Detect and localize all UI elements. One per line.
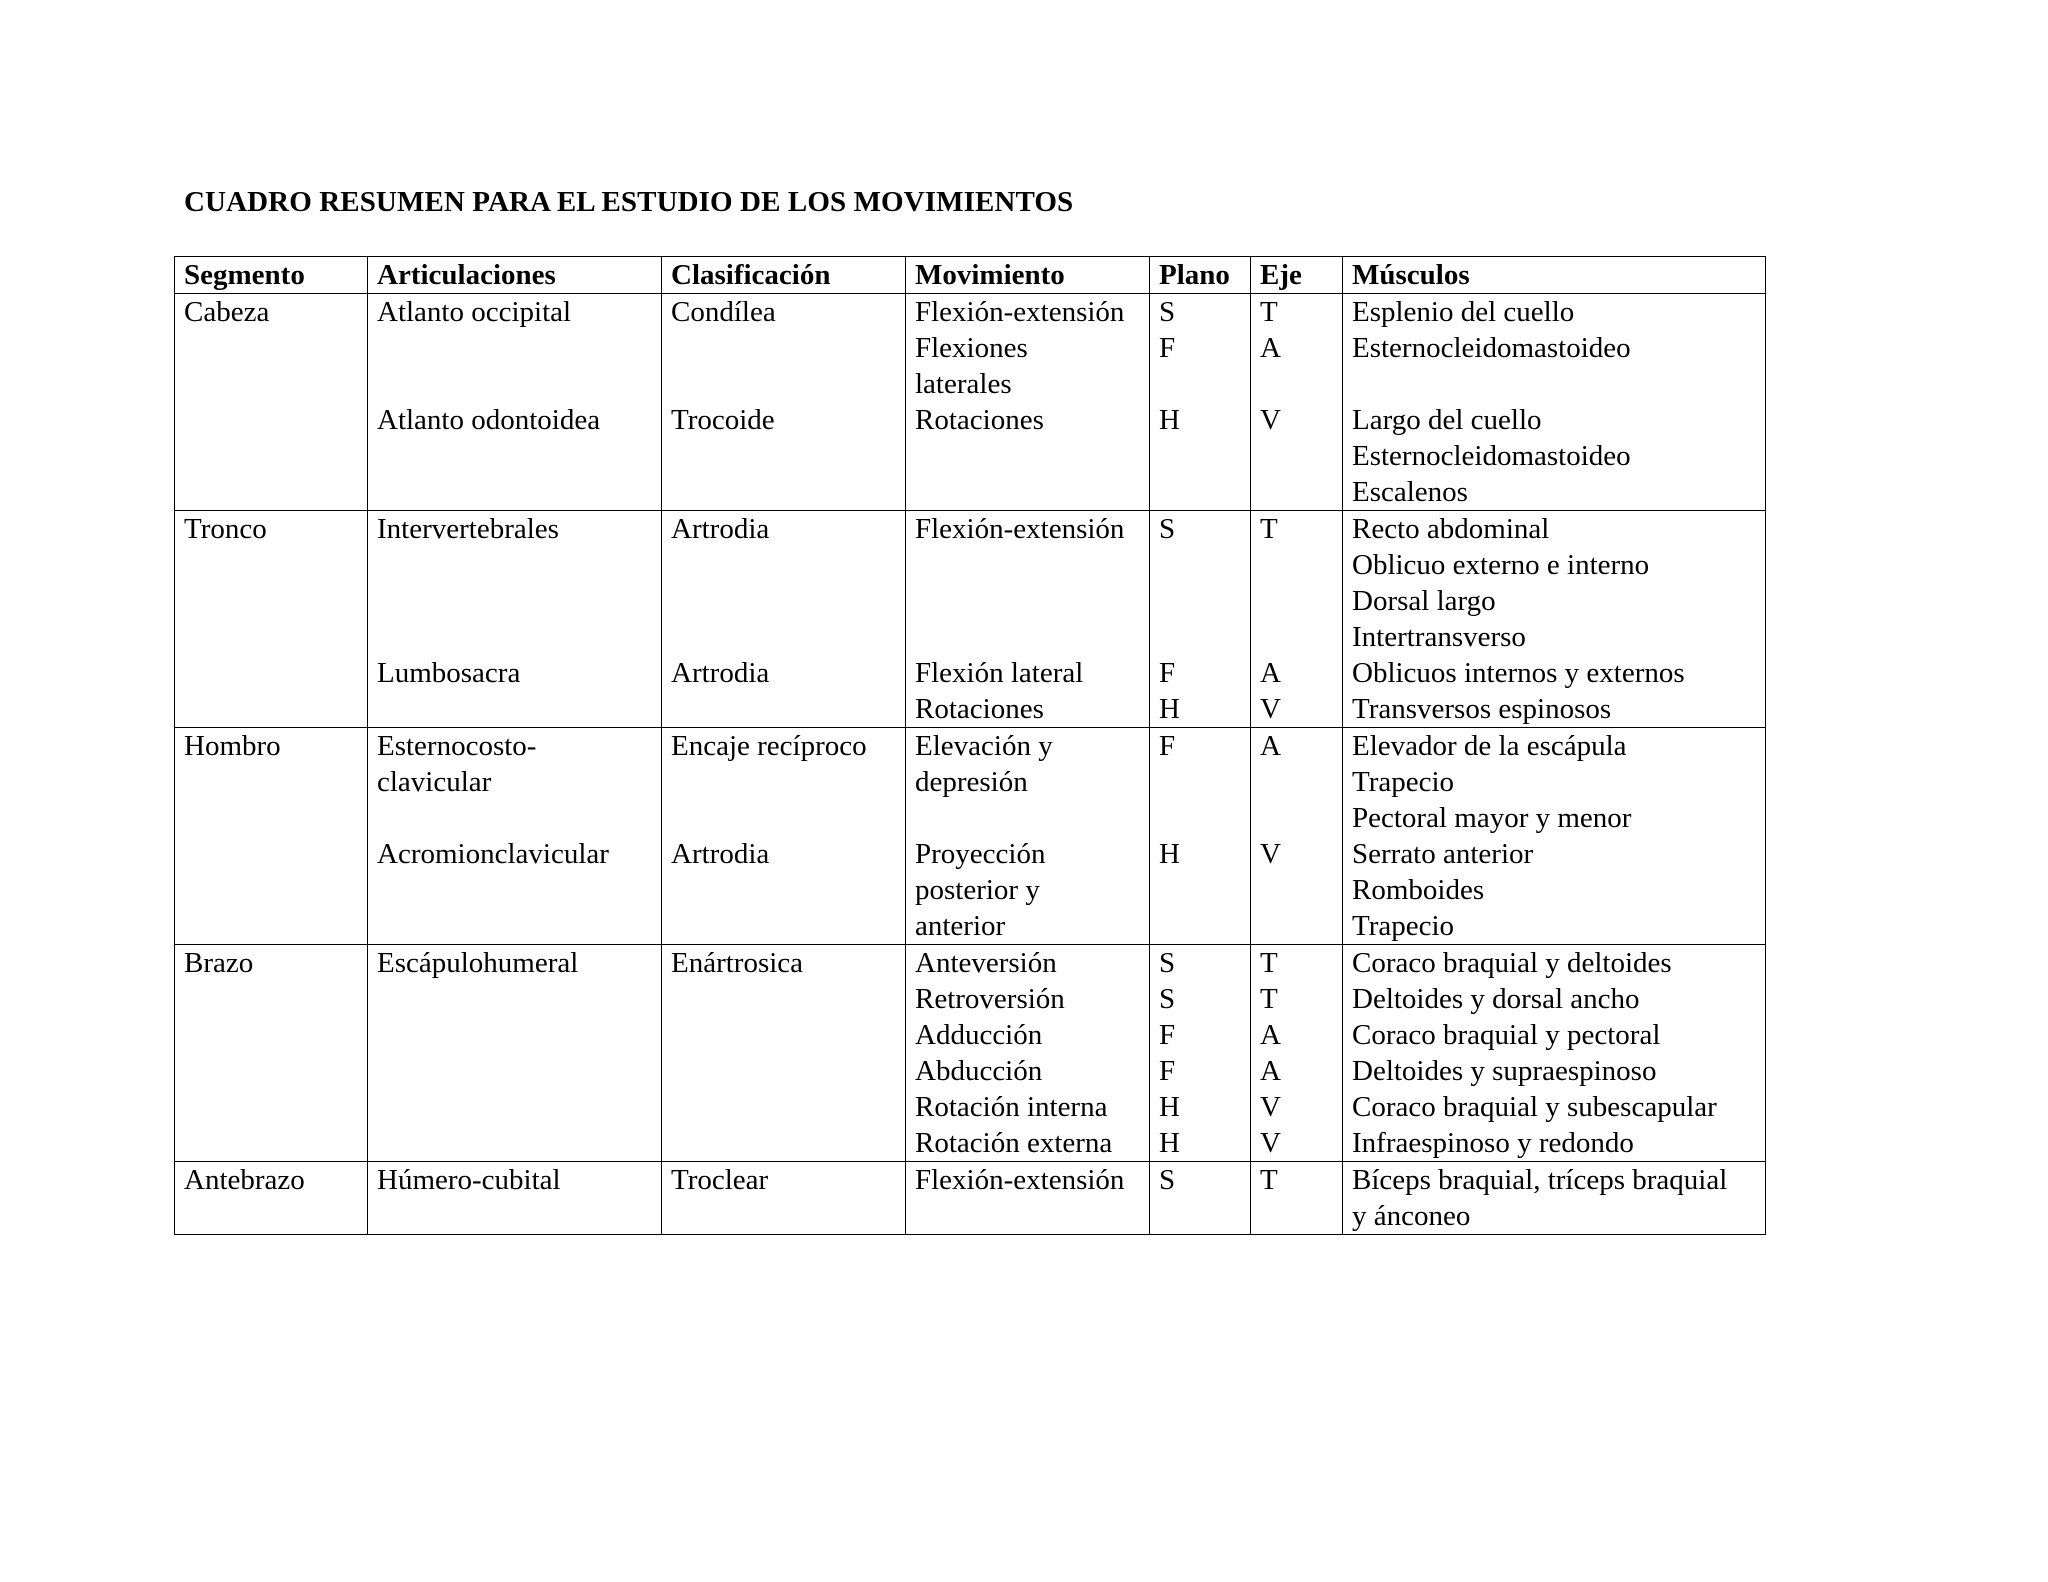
movimiento-line: Retroversión xyxy=(915,983,1065,1015)
cell-musculos xyxy=(1343,728,1766,945)
clasificacion-line xyxy=(671,800,897,836)
plano-line: F xyxy=(1159,1019,1176,1051)
articulaciones-line: Húmero-cubital xyxy=(377,1164,561,1196)
plano-line xyxy=(1159,619,1242,655)
movimiento-line: Rotación externa xyxy=(915,1127,1113,1159)
musculos-line: Escalenos xyxy=(1352,476,1468,508)
plano-line: S xyxy=(1159,947,1176,979)
clasificacion-line xyxy=(671,330,897,366)
cell-movimiento xyxy=(906,1162,1150,1235)
articulaciones-line: Lumbosacra xyxy=(377,657,521,689)
clasificacion-line: Troclear xyxy=(671,1164,769,1196)
articulaciones-line xyxy=(377,547,653,583)
cell-clasificacion xyxy=(662,945,906,1162)
table-row xyxy=(175,294,1766,511)
musculos-line: Trapecio xyxy=(1352,910,1455,942)
musculos-line: Deltoides y dorsal ancho xyxy=(1352,983,1640,1015)
musculos-line: Dorsal largo xyxy=(1352,585,1496,617)
eje-line xyxy=(1260,366,1334,402)
header-row xyxy=(175,257,1766,294)
clasificacion-line xyxy=(671,366,897,402)
eje-line: V xyxy=(1260,1127,1281,1159)
musculos-line: Largo del cuello xyxy=(1352,404,1542,436)
articulaciones-line: Intervertebrales xyxy=(377,513,559,545)
musculos-line: Transversos espinosos xyxy=(1352,693,1612,725)
musculos-line: Coraco braquial y subescapular xyxy=(1352,1091,1717,1123)
cell-eje xyxy=(1251,294,1343,511)
movimiento-line: Flexión-extensión xyxy=(915,1164,1125,1196)
segmento-text: Brazo xyxy=(184,947,254,979)
cell-plano xyxy=(1150,945,1251,1162)
cell-clasificacion xyxy=(662,728,906,945)
movimiento-line: Proyección xyxy=(915,838,1046,870)
cell-musculos xyxy=(1343,945,1766,1162)
clasificacion-line xyxy=(671,764,897,800)
musculos-line: Recto abdominal xyxy=(1352,513,1550,545)
cell-musculos xyxy=(1343,1162,1766,1235)
table-row xyxy=(175,1162,1766,1235)
movimiento-line: anterior xyxy=(915,910,1006,942)
movimiento-line: Anteversión xyxy=(915,947,1057,979)
articulaciones-line: Acromionclavicular xyxy=(377,838,609,870)
eje-line: A xyxy=(1260,1019,1281,1051)
eje-line: A xyxy=(1260,730,1281,762)
plano-line: H xyxy=(1159,1091,1180,1123)
plano-line: S xyxy=(1159,983,1176,1015)
eje-line xyxy=(1260,800,1334,836)
plano-line xyxy=(1159,366,1242,402)
articulaciones-line xyxy=(377,366,653,402)
eje-line: T xyxy=(1260,947,1278,979)
musculos-line: Serrato anterior xyxy=(1352,838,1534,870)
eje-line: T xyxy=(1260,983,1278,1015)
segmento-text: Cabeza xyxy=(184,296,270,328)
clasificacion-line: Encaje recíproco xyxy=(671,730,867,762)
cell-segmento xyxy=(175,945,368,1162)
cell-eje xyxy=(1251,1162,1343,1235)
movimiento-line: Elevación y xyxy=(915,730,1053,762)
movimiento-line xyxy=(915,547,1141,583)
plano-line: H xyxy=(1159,404,1180,436)
cell-musculos xyxy=(1343,511,1766,728)
musculos-line: y ánconeo xyxy=(1352,1200,1471,1232)
eje-line xyxy=(1260,619,1334,655)
cell-segmento xyxy=(175,1162,368,1235)
movimiento-line: Flexión lateral xyxy=(915,657,1084,689)
header-movimiento: Movimiento xyxy=(906,257,1150,294)
eje-line: A xyxy=(1260,1055,1281,1087)
plano-line: H xyxy=(1159,1127,1180,1159)
cell-eje xyxy=(1251,945,1343,1162)
plano-line xyxy=(1159,583,1242,619)
plano-line: S xyxy=(1159,296,1176,328)
table-body xyxy=(175,294,1766,1235)
plano-line: H xyxy=(1159,693,1180,725)
cell-segmento xyxy=(175,294,368,511)
segmento-text: Hombro xyxy=(184,730,281,762)
clasificacion-line: Artrodia xyxy=(671,838,770,870)
cell-movimiento xyxy=(906,294,1150,511)
movimiento-line: Abducción xyxy=(915,1055,1043,1087)
movimiento-line xyxy=(915,583,1141,619)
cell-articulaciones xyxy=(368,294,662,511)
eje-line: A xyxy=(1260,657,1281,689)
plano-line: F xyxy=(1159,657,1176,689)
table-row xyxy=(175,511,1766,728)
eje-line: T xyxy=(1260,296,1278,328)
movimiento-line: posterior y xyxy=(915,874,1040,906)
musculos-line: Esplenio del cuello xyxy=(1352,296,1575,328)
articulaciones-line xyxy=(377,330,653,366)
articulaciones-line: Escápulohumeral xyxy=(377,947,579,979)
eje-line: V xyxy=(1260,404,1281,436)
cell-movimiento xyxy=(906,511,1150,728)
musculos-line: Infraespinoso y redondo xyxy=(1352,1127,1634,1159)
eje-line: V xyxy=(1260,838,1281,870)
eje-line: V xyxy=(1260,1091,1281,1123)
plano-line: F xyxy=(1159,332,1176,364)
summary-table xyxy=(174,256,1766,1235)
plano-line: S xyxy=(1159,1164,1176,1196)
table-row xyxy=(175,945,1766,1162)
cell-plano xyxy=(1150,1162,1251,1235)
segmento-text: Antebrazo xyxy=(184,1164,305,1196)
cell-plano xyxy=(1150,728,1251,945)
articulaciones-line xyxy=(377,800,653,836)
eje-line xyxy=(1260,583,1334,619)
musculos-line: Oblicuos internos y externos xyxy=(1352,657,1685,689)
plano-line xyxy=(1159,764,1242,800)
cell-articulaciones xyxy=(368,945,662,1162)
movimiento-line: depresión xyxy=(915,766,1028,798)
musculos-line xyxy=(1352,366,1757,402)
plano-line: F xyxy=(1159,730,1176,762)
musculos-line: Bíceps braquial, tríceps braquial xyxy=(1352,1164,1728,1196)
musculos-line: Romboides xyxy=(1352,874,1485,906)
clasificacion-line: Artrodia xyxy=(671,657,770,689)
clasificacion-line xyxy=(671,583,897,619)
eje-line: V xyxy=(1260,693,1281,725)
cell-segmento xyxy=(175,511,368,728)
cell-clasificacion xyxy=(662,1162,906,1235)
movimiento-line: Flexión-extensión xyxy=(915,296,1125,328)
musculos-line: Intertransverso xyxy=(1352,621,1526,653)
plano-line: F xyxy=(1159,1055,1176,1087)
page-title: CUADRO RESUMEN PARA EL ESTUDIO DE LOS MOVIMIENTOS xyxy=(184,186,1074,218)
segmento-text: Tronco xyxy=(184,513,267,545)
movimiento-line: Rotaciones xyxy=(915,693,1044,725)
articulaciones-line: Atlanto occipital xyxy=(377,296,572,328)
clasificacion-line xyxy=(671,619,897,655)
articulaciones-line: clavicular xyxy=(377,766,492,798)
clasificacion-line: Condílea xyxy=(671,296,776,328)
cell-eje xyxy=(1251,728,1343,945)
musculos-line: Esternocleidomastoideo xyxy=(1352,332,1631,364)
header-clasificacion: Clasificación xyxy=(662,257,906,294)
movimiento-line xyxy=(915,800,1141,836)
articulaciones-line: Esternocosto- xyxy=(377,730,537,762)
plano-line: H xyxy=(1159,838,1180,870)
plano-line xyxy=(1159,800,1242,836)
musculos-line: Pectoral mayor y menor xyxy=(1352,802,1632,834)
header-plano: Plano xyxy=(1150,257,1251,294)
cell-movimiento xyxy=(906,728,1150,945)
musculos-line: Elevador de la escápula xyxy=(1352,730,1627,762)
header-eje: Eje xyxy=(1251,257,1343,294)
movimiento-line: Flexión-extensión xyxy=(915,513,1125,545)
musculos-line: Coraco braquial y deltoides xyxy=(1352,947,1672,979)
movimiento-line: Rotaciones xyxy=(915,404,1044,436)
cell-articulaciones xyxy=(368,1162,662,1235)
articulaciones-line: Atlanto odontoidea xyxy=(377,404,601,436)
cell-eje xyxy=(1251,511,1343,728)
cell-plano xyxy=(1150,511,1251,728)
eje-line: A xyxy=(1260,332,1281,364)
articulaciones-line xyxy=(377,583,653,619)
cell-plano xyxy=(1150,294,1251,511)
clasificacion-line: Enártrosica xyxy=(671,947,804,979)
table-row xyxy=(175,728,1766,945)
eje-line: T xyxy=(1260,1164,1278,1196)
movimiento-line: Rotación interna xyxy=(915,1091,1108,1123)
eje-line xyxy=(1260,764,1334,800)
plano-line: S xyxy=(1159,513,1176,545)
movimiento-line: Adducción xyxy=(915,1019,1043,1051)
movimiento-line: laterales xyxy=(915,368,1012,400)
musculos-line: Coraco braquial y pectoral xyxy=(1352,1019,1661,1051)
musculos-line: Trapecio xyxy=(1352,766,1455,798)
eje-line xyxy=(1260,547,1334,583)
musculos-line: Deltoides y supraespinoso xyxy=(1352,1055,1657,1087)
header-musculos: Músculos xyxy=(1343,257,1766,294)
header-articulaciones: Articulaciones xyxy=(368,257,662,294)
plano-line xyxy=(1159,547,1242,583)
cell-articulaciones xyxy=(368,728,662,945)
musculos-line: Esternocleidomastoideo xyxy=(1352,440,1631,472)
cell-movimiento xyxy=(906,945,1150,1162)
movimiento-line: Flexiones xyxy=(915,332,1028,364)
cell-articulaciones xyxy=(368,511,662,728)
movimiento-line xyxy=(915,619,1141,655)
musculos-line: Oblicuo externo e interno xyxy=(1352,549,1650,581)
cell-musculos xyxy=(1343,294,1766,511)
cell-clasificacion xyxy=(662,294,906,511)
clasificacion-line xyxy=(671,547,897,583)
eje-line: T xyxy=(1260,513,1278,545)
cell-segmento xyxy=(175,728,368,945)
cell-clasificacion xyxy=(662,511,906,728)
articulaciones-line xyxy=(377,619,653,655)
clasificacion-line: Trocoide xyxy=(671,404,775,436)
clasificacion-line: Artrodia xyxy=(671,513,770,545)
header-segmento: Segmento xyxy=(175,257,368,294)
